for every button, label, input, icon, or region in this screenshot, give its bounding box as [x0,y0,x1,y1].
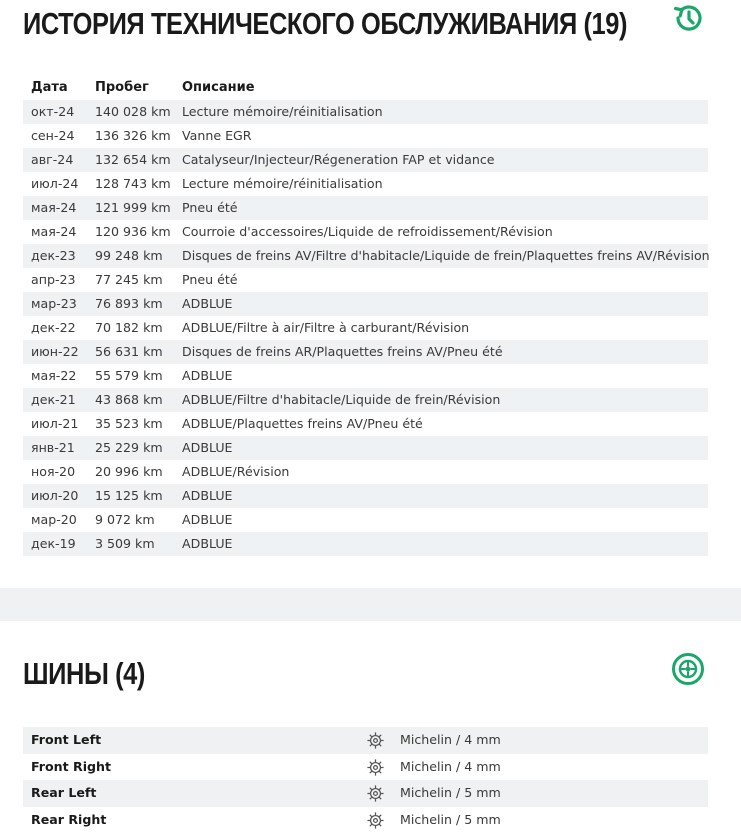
row-date: дек-19 [31,536,76,551]
table-row [23,220,708,244]
table-row [23,292,708,316]
table-row [23,436,708,460]
table-row [23,316,708,340]
row-date: авг-24 [31,152,74,167]
row-date: июл-21 [31,416,79,431]
row-mileage: 70 182 km [95,320,163,335]
table-row [23,412,708,436]
table-row [23,484,708,508]
row-date: дек-23 [31,248,76,263]
row-mileage: 132 654 km [95,152,171,167]
row-mileage: 76 893 km [95,296,163,311]
row-date: апр-23 [31,272,76,287]
row-description: Pneu été [182,272,238,287]
tire-value: Michelin / 5 mm [400,811,501,827]
row-description: ADBLUE/Filtre d'habitacle/Liquide de frein/Révision [182,392,501,407]
section-divider [0,588,741,621]
tire-gear-icon [366,758,385,777]
row-mileage: 120 936 km [95,224,171,239]
row-date: июн-22 [31,344,79,359]
row-description: ADBLUE [182,296,233,311]
table-row [23,148,708,172]
tire-gear-icon [366,784,385,803]
header-description: Описание [182,80,255,95]
row-mileage: 136 326 km [95,128,171,143]
maintenance-table-header [23,80,708,98]
row-mileage: 99 248 km [95,248,163,263]
maintenance-table-body [23,100,708,556]
row-date: мая-24 [31,224,77,239]
row-description: Catalyseur/Injecteur/Régeneration FAP et vidance [182,152,495,167]
row-description: Courroie d'accessoires/Liquide de refroidissement/Révision [182,224,553,239]
row-mileage: 3 509 km [95,536,155,551]
row-mileage: 9 072 km [95,512,155,527]
tires-table [23,727,708,833]
table-row [23,244,708,268]
row-date: мар-23 [31,296,77,311]
tire-row [23,807,708,834]
row-date: июл-20 [31,488,79,503]
table-row [23,460,708,484]
tire-position: Rear Left [31,785,97,800]
table-row [23,388,708,412]
tire-position: Front Right [31,758,112,774]
tire-row [23,780,708,807]
row-date: мая-24 [31,200,77,215]
history-icon[interactable] [671,1,705,35]
tire-position: Rear Right [31,811,107,827]
table-row [23,340,708,364]
tire-row [23,754,708,781]
row-date: мар-20 [31,512,77,527]
tire-position: Front Left [31,732,102,747]
row-mileage: 56 631 km [95,344,163,359]
row-mileage: 121 999 km [95,200,171,215]
header-mileage: Пробег [95,80,149,95]
row-description: ADBLUE [182,440,233,455]
tire-gear-icon [366,731,385,750]
row-mileage: 128 743 km [95,176,171,191]
tire-value: Michelin / 4 mm [400,732,501,747]
row-description: ADBLUE [182,512,233,527]
row-date: сен-24 [31,128,75,143]
row-description: ADBLUE/Plaquettes freins AV/Pneu été [182,416,423,431]
row-mileage: 15 125 km [95,488,163,503]
row-description: Vanne EGR [182,128,252,143]
row-date: янв-21 [31,440,75,455]
tire-value: Michelin / 4 mm [400,758,501,774]
tire-value: Michelin / 5 mm [400,785,501,800]
row-date: июл-24 [31,176,79,191]
row-mileage: 35 523 km [95,416,163,431]
row-description: ADBLUE [182,488,233,503]
row-mileage: 55 579 km [95,368,163,383]
row-description: Disques de freins AR/Plaquettes freins AV/Pneu été [182,344,503,359]
row-description: Pneu été [182,200,238,215]
table-row [23,508,708,532]
row-description: ADBLUE/Filtre à air/Filtre à carburant/Révision [182,320,470,335]
row-mileage: 25 229 km [95,440,163,455]
row-date: дек-22 [31,320,76,335]
table-row [23,268,708,292]
row-description: ADBLUE [182,536,233,551]
tire-row [23,727,708,754]
row-description: Lecture mémoire/réinitialisation [182,176,383,191]
row-date: дек-21 [31,392,76,407]
tire-wheel-icon[interactable] [671,652,705,686]
row-description: Disques de freins AV/Filtre d'habitacle/Liquide de frein/Plaquettes freins AV/Révision [182,248,710,263]
tire-gear-icon [366,811,385,830]
table-row [23,364,708,388]
row-description: ADBLUE [182,368,233,383]
table-row [23,124,708,148]
row-description: ADBLUE/Révision [182,464,290,479]
tires-title: ШИНЫ (4) [23,656,145,691]
row-date: мая-22 [31,368,77,383]
header-date: Дата [31,80,68,95]
table-row [23,100,708,124]
table-row [23,196,708,220]
table-row [23,172,708,196]
table-row [23,532,708,556]
row-mileage: 20 996 km [95,464,163,479]
row-date: ноя-20 [31,464,76,479]
row-date: окт-24 [31,104,75,119]
row-description: Lecture mémoire/réinitialisation [182,104,383,119]
row-mileage: 140 028 km [95,104,171,119]
row-mileage: 77 245 km [95,272,163,287]
maintenance-title: ИСТОРИЯ ТЕХНИЧЕСКОГО ОБСЛУЖИВАНИЯ (19) [23,6,628,41]
row-mileage: 43 868 km [95,392,163,407]
